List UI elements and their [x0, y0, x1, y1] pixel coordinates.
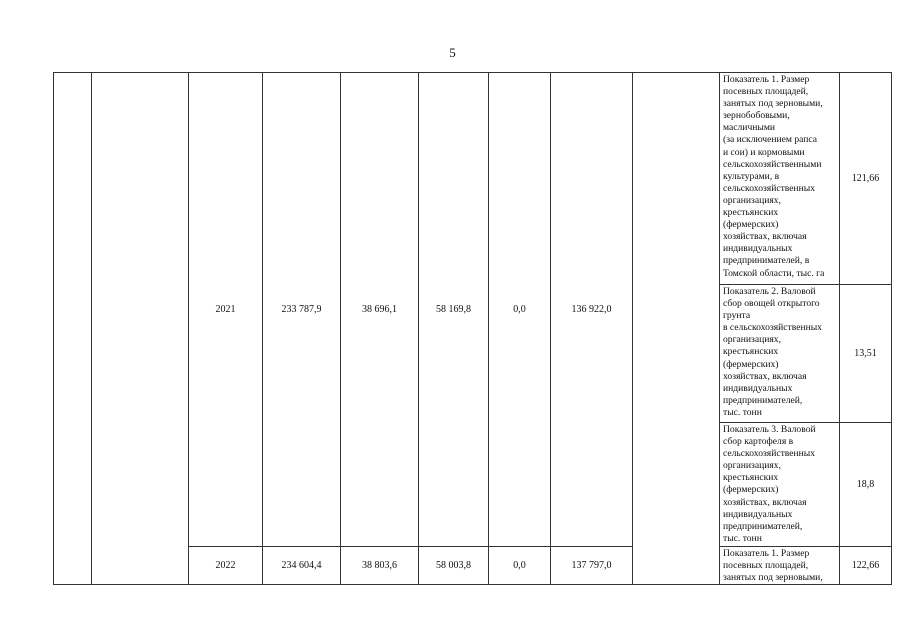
- amount-cell: 58 003,8: [419, 547, 489, 585]
- amount-cell: 0,0: [489, 73, 551, 547]
- amount-cell: 38 803,6: [341, 547, 419, 585]
- amount-cell: 137 797,0: [551, 547, 633, 585]
- indicator-value: 18,8: [840, 423, 892, 547]
- amount-cell: 136 922,0: [551, 73, 633, 547]
- amount-cell: 0,0: [489, 547, 551, 585]
- indicator-description: Показатель 1. Размер посевных площадей, занятых под зерновыми, зернобобовыми, масличными (за исключением рапса и сои) и кормовыми сельскохозяйственными культурами, в сельскохозяйственных организациях, крестьянских (фермерских) хозяйствах, включая индивидуальных предпринимателей, в Томской области, тыс. га: [720, 73, 840, 285]
- year-cell: 2022: [189, 547, 263, 585]
- indicator-description: Показатель 3. Валовой сбор картофеля в сельскохозяйственных организациях, крестьянских (фермерских) хозяйствах, включая индивидуальных предпринимателей, тыс. тонн: [720, 423, 840, 547]
- indicator-description: Показатель 2. Валовой сбор овощей открытого грунта в сельскохозяйственных организациях, крестьянских (фермерских) хозяйствах, включая индивидуальных предпринимателей, тыс. тонн: [720, 285, 840, 423]
- amount-cell: 58 169,8: [419, 73, 489, 547]
- budget-table: [53, 72, 892, 585]
- indicator-value: 122,66: [840, 547, 892, 585]
- amount-cell: 234 604,4: [263, 547, 341, 585]
- year-cell: 2021: [189, 73, 263, 547]
- amount-cell: 233 787,9: [263, 73, 341, 547]
- empty-cell: [54, 73, 92, 585]
- indicator-description: Показатель 1. Размер посевных площадей, занятых под зерновыми,: [720, 547, 840, 585]
- indicator-value: 13,51: [840, 285, 892, 423]
- empty-cell: [92, 73, 189, 585]
- amount-cell: 38 696,1: [341, 73, 419, 547]
- indicator-value: 121,66: [840, 73, 892, 285]
- page-number: 5: [449, 45, 456, 60]
- table-row: [54, 73, 892, 285]
- empty-cell: [633, 73, 720, 585]
